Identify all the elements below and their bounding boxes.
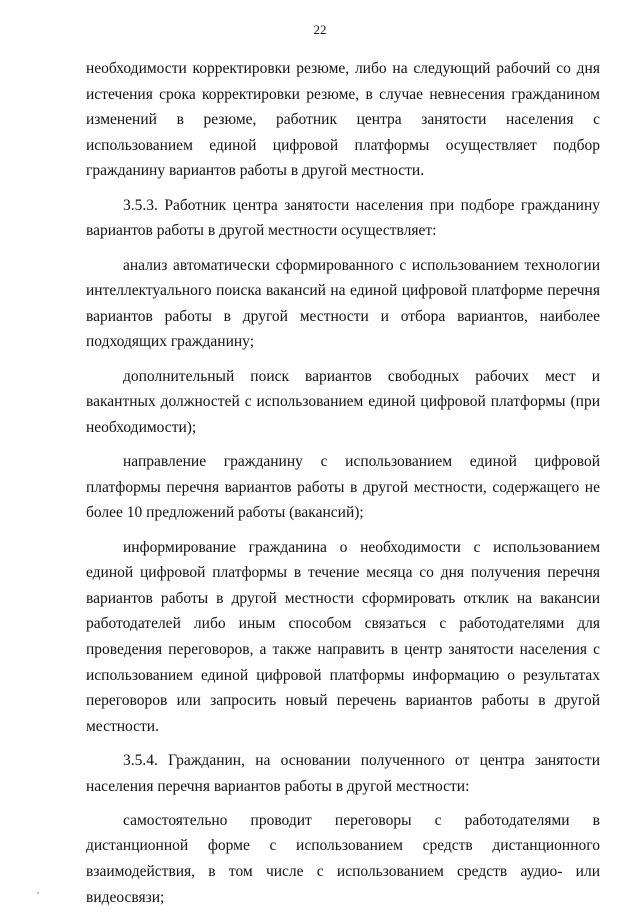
scan-dot — [37, 892, 39, 894]
document-body — [86, 56, 600, 919]
paragraph-informing: информирование гражданина о необходимости с использованием единой цифровой платформы в течение месяца со дня получения перечня вариантов работы в другой местности сформировать отклик на вакансии работодателей либо иным способом связаться с работодателями для проведения переговоров, а также направить в центр занятости населения с использованием единой цифровой платформы информацию о результатах переговоров или запросить новый перечень вариантов работы в другой местности. — [86, 538, 600, 735]
page-number: 22 — [313, 22, 327, 37]
paragraph-3-5-3: 3.5.3. Работник центра занятости населения при подборе гражданину вариантов работы в другой местности осуществляет: — [86, 196, 600, 240]
paragraph-analysis: анализ автоматически сформированного с использованием технологии интеллектуального поиска вакансий на единой цифровой платформе перечня вариантов работы в другой местности и отбора вариантов, наиболее подходящих гражданину; — [86, 256, 600, 351]
paragraph-additional-search: дополнительный поиск вариантов свободных рабочих мест и вакантных должностей с использованием единой цифровой платформы (при необходимости); — [86, 367, 600, 436]
paragraph-continuation: необходимости корректировки резюме, либо на следующий рабочий со дня истечения срока корректировки резюме, в случае невнесения гражданином изменений в резюме, работник центра занятости населения с использованием единой цифровой платформы осуществляет подбор гражданину вариантов работы в другой местности. — [86, 60, 600, 180]
paragraph-negotiations: самостоятельно проводит переговоры с работодателями в дистанционной форме с использованием средств дистанционного взаимодействия, в том числе с использованием средств аудио- или видеосвязи; — [86, 811, 600, 906]
paragraph-sending-list: направление гражданину с использованием единой цифровой платформы перечня вариантов работы в другой местности, содержащего не более 10 предложений работы (вакансий); — [86, 453, 600, 522]
paragraph-3-5-4: 3.5.4. Гражданин, на основании полученного от центра занятости населения перечня вариантов работы в другой местности: — [86, 751, 600, 795]
